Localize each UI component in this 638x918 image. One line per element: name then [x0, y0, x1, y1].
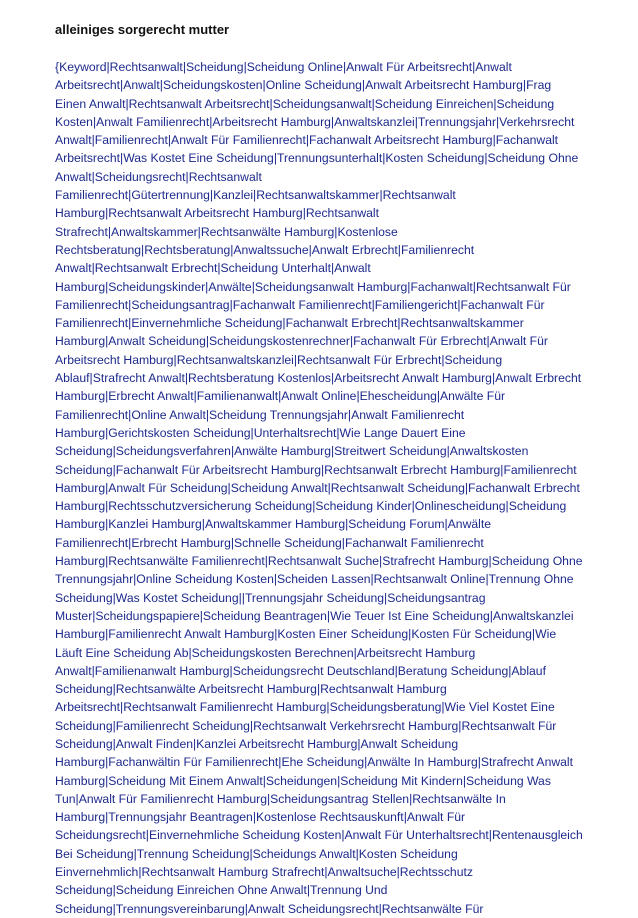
- keyword-line[interactable]: Arbeitsrecht|Rechtsanwalt Familienrecht Hamburg|Scheidungsberatung|Wie Viel Kostet Eine: [55, 700, 555, 715]
- keyword-line[interactable]: Hamburg|Trennungsjahr Beantragen|Kostenlose Rechtsauskunft|Anwalt Für: [55, 810, 466, 825]
- keyword-line[interactable]: Scheidung|Fachanwalt Für Arbeitsrecht Hamburg|Rechtsanwalt Erbrecht Hamburg|Familienrecht: [55, 462, 577, 477]
- keyword-line[interactable]: {Keyword|Rechtsanwalt|Scheidung|Scheidung Online|Anwalt Für Arbeitsrecht|Anwalt: [55, 60, 512, 74]
- keyword-line[interactable]: Scheidung|Scheidungsverfahren|Anwälte Hamburg|Streitwert Scheidung|Anwaltskosten: [55, 444, 529, 459]
- keyword-line[interactable]: Scheidung|Familienrecht Scheidung|Rechtsanwalt Verkehrsrecht Hamburg|Rechtsanwalt Für: [55, 718, 557, 733]
- keyword-line[interactable]: Einvernehmlich|Rechtsanwalt Hamburg Strafrecht|Anwaltsuche|Rechtsschutz: [55, 865, 473, 880]
- keyword-line[interactable]: Scheidung|Scheidung Einreichen Ohne Anwalt|Trennung Und: [55, 883, 388, 898]
- keyword-line[interactable]: Hamburg|Scheidungskinder|Anwälte|Scheidungsanwalt Hamburg|Fachanwalt|Rechtsanwalt Für: [55, 279, 571, 294]
- keyword-line[interactable]: Bei Scheidung|Trennung Scheidung|Scheidungs Anwalt|Kosten Scheidung: [55, 846, 458, 861]
- keyword-line[interactable]: Hamburg|Scheidung Mit Einem Anwalt|Scheidungen|Scheidung Mit Kindern|Scheidung Was: [55, 773, 551, 788]
- keyword-line[interactable]: Hamburg|Familienrecht Anwalt Hamburg|Kosten Einer Scheidung|Kosten Für Scheidung|Wie: [55, 627, 557, 642]
- keyword-line[interactable]: Arbeitsrecht|Anwalt|Scheidungskosten|Online Scheidung|Anwalt Arbeitsrecht Hamburg|Frag: [55, 78, 552, 93]
- keyword-line[interactable]: Hamburg|Anwalt Scheidung|Scheidungskostenrechner|Fachanwalt Für Erbrecht|Anwalt Für: [55, 334, 548, 349]
- keyword-line[interactable]: Hamburg|Fachanwältin Für Familienrecht|Ehe Scheidung|Anwälte In Hamburg|Strafrecht Anwalt: [55, 755, 574, 770]
- keyword-line[interactable]: Arbeitsrecht Hamburg|Rechtsanwaltskanzlei|Rechtsanwalt Für Erbrecht|Scheidung: [55, 352, 503, 367]
- keyword-line[interactable]: Scheidung|Was Kostet Scheidung||Trennungsjahr Scheidung|Scheidungsantrag: [55, 590, 486, 605]
- keyword-line[interactable]: Familienrecht|Erbrecht Hamburg|Schnelle Scheidung|Fachanwalt Familienrecht: [55, 535, 484, 550]
- keyword-line[interactable]: Tun|Anwalt Für Familienrecht Hamburg|Scheidungsantrag Stellen|Rechtsanwälte In: [55, 791, 506, 806]
- keyword-line[interactable]: Scheidungsrecht|Einvernehmliche Scheidung Kosten|Anwalt Für Unterhaltsrecht|Rentenausgleich: [55, 828, 583, 843]
- keyword-line[interactable]: Hamburg|Kanzlei Hamburg|Anwaltskammer Hamburg|Scheidung Forum|Anwälte: [55, 517, 492, 532]
- keyword-line[interactable]: Anwalt|Rechtsanwalt Erbrecht|Scheidung Unterhalt|Anwalt: [55, 261, 371, 276]
- keyword-line[interactable]: Familienrecht|Online Anwalt|Scheidung Trennungsjahr|Anwalt Familienrecht: [55, 407, 465, 422]
- keyword-line[interactable]: Hamburg|Rechtsschutzversicherung Scheidung|Scheidung Kinder|Onlinescheidung|Scheidung: [55, 499, 567, 514]
- keyword-line[interactable]: Trennungsjahr|Online Scheidung Kosten|Scheiden Lassen|Rechtsanwalt Online|Trennung Ohne: [55, 572, 574, 587]
- keyword-line[interactable]: Hamburg|Rechtsanwälte Familienrecht|Rechtsanwalt Suche|Strafrecht Hamburg|Scheidung Ohne: [55, 554, 583, 569]
- keyword-line[interactable]: Anwalt|Familienanwalt Hamburg|Scheidungsrecht Deutschland|Beratung Scheidung|Ablauf: [55, 663, 546, 678]
- keyword-line[interactable]: Scheidung|Rechtsanwälte Arbeitsrecht Hamburg|Rechtsanwalt Hamburg: [55, 682, 447, 697]
- keyword-line[interactable]: Hamburg|Anwalt Für Scheidung|Scheidung Anwalt|Rechtsanwalt Scheidung|Fachanwalt Erbrecht: [55, 480, 580, 495]
- keyword-line[interactable]: Hamburg|Erbrecht Anwalt|Familienanwalt|Anwalt Online|Ehescheidung|Anwälte Für: [55, 389, 506, 404]
- keyword-line[interactable]: Läuft Eine Scheidung Ab|Scheidungskosten Berechnen|Arbeitsrecht Hamburg: [55, 645, 476, 660]
- keyword-line[interactable]: Scheidung|Trennungsvereinbarung|Anwalt Scheidungsrecht|Rechtsanwälte Für: [55, 901, 484, 916]
- keyword-line[interactable]: Familienrecht|Einvernehmliche Scheidung|Fachanwalt Erbrecht|Rechtsanwaltskammer: [55, 316, 524, 331]
- keyword-line[interactable]: Anwalt|Familienrecht|Anwalt Für Familienrecht|Fachanwalt Arbeitsrecht Hamburg|Fachanwalt: [55, 133, 559, 148]
- keyword-line[interactable]: Rechtsberatung|Rechtsberatung|Anwaltssuche|Anwalt Erbrecht|Familienrecht: [55, 242, 475, 257]
- keyword-line[interactable]: Strafrecht|Anwaltskammer|Rechtsanwälte Hamburg|Kostenlose: [55, 224, 398, 239]
- keyword-line[interactable]: Hamburg|Gerichtskosten Scheidung|Unterhaltsrecht|Wie Lange Dauert Eine: [55, 425, 466, 440]
- keyword-line[interactable]: Kosten|Anwalt Familienrecht|Arbeitsrecht Hamburg|Anwaltskanzlei|Trennungsjahr|Verkehrsrecht: [55, 114, 575, 129]
- keyword-line[interactable]: Familienrecht|Scheidungsantrag|Fachanwalt Familienrecht|Familiengericht|Fachanwalt Für: [55, 297, 545, 312]
- keyword-text-block: [55, 58, 615, 918]
- keyword-line[interactable]: Einen Anwalt|Rechtsanwalt Arbeitsrecht|Scheidungsanwalt|Scheidung Einreichen|Scheidung: [55, 96, 555, 111]
- document-title: alleiniges sorgerecht mutter: [55, 22, 230, 37]
- keyword-line[interactable]: Scheidung|Anwalt Finden|Kanzlei Arbeitsrecht Hamburg|Anwalt Scheidung: [55, 736, 459, 751]
- keyword-line[interactable]: Ablauf|Strafrecht Anwalt|Rechtsberatung Kostenlos|Arbeitsrecht Anwalt Hamburg|Anwalt Erbrecht: [55, 371, 582, 386]
- keyword-line[interactable]: Familienrecht|Gütertrennung|Kanzlei|Rechtsanwaltskammer|Rechtsanwalt: [55, 188, 456, 203]
- keyword-line[interactable]: Anwalt|Scheidungsrecht|Rechtsanwalt: [55, 169, 262, 184]
- keyword-line[interactable]: Muster|Scheidungspapiere|Scheidung Beantragen|Wie Teuer Ist Eine Scheidung|Anwaltskanzlei: [55, 608, 574, 623]
- keyword-line[interactable]: Arbeitsrecht|Was Kostet Eine Scheidung|Trennungsunterhalt|Kosten Scheidung|Scheidung Ohne: [55, 151, 579, 166]
- keyword-line[interactable]: Hamburg|Rechtsanwalt Arbeitsrecht Hamburg|Rechtsanwalt: [55, 206, 380, 221]
